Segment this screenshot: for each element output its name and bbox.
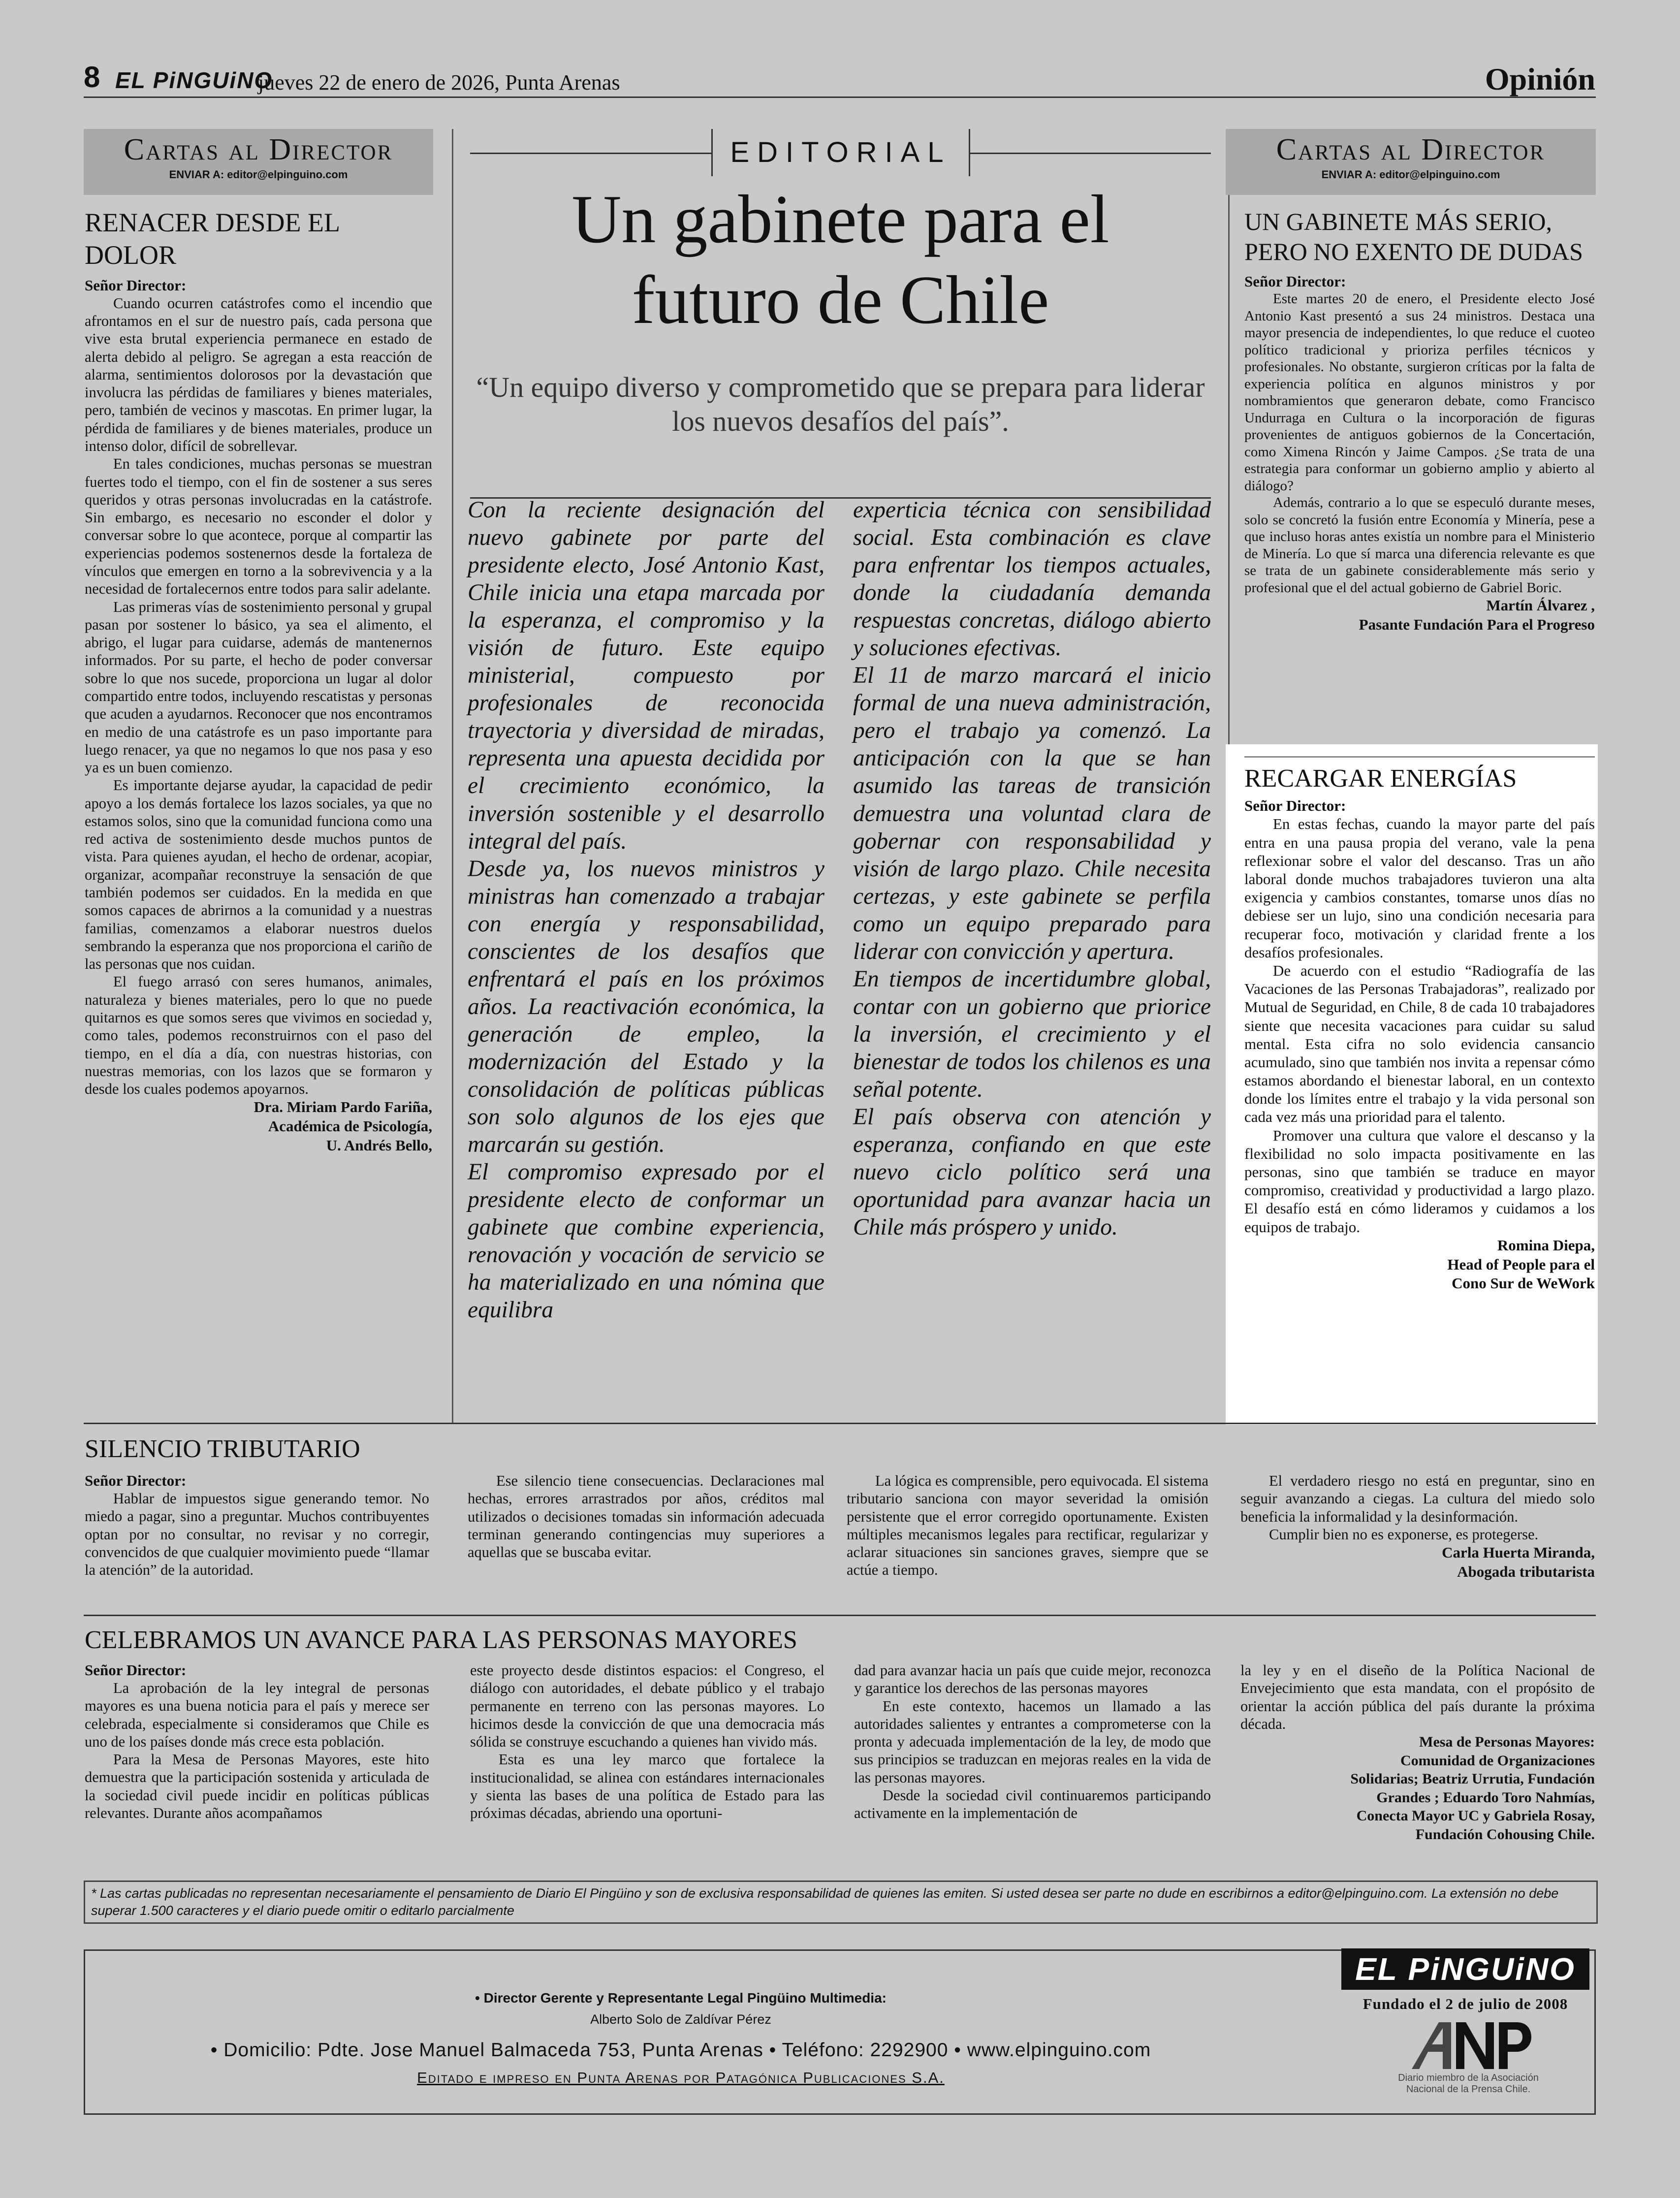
- editorial-col1: [468, 496, 824, 1324]
- salutation: Señor Director:: [1244, 797, 1346, 815]
- signature-line: Académica de Psicología,: [268, 1117, 432, 1135]
- signature-line: Mesa de Personas Mayores:: [1419, 1734, 1595, 1751]
- letters-header-email: ENVIAR A: editor@elpinguino.com: [1321, 168, 1500, 181]
- letter-title: UN GABINETE MÁS SERIO, PERO NO EXENTO DE DUDAS: [1244, 208, 1583, 265]
- editorial-col2: [853, 496, 1211, 1241]
- letter-title: CELEBRAMOS UN AVANCE PARA LAS PERSONAS MAYORES: [85, 1626, 797, 1654]
- mayores-col1: [85, 1661, 429, 1822]
- signature-line: Romina Diepa,: [1497, 1236, 1595, 1254]
- signature-line: Martín Álvarez ,: [1486, 597, 1595, 614]
- signature-line: Head of People para el: [1447, 1255, 1595, 1273]
- paragraph: dad para avanzar hacia un país que cuide mejor, reconozca y garantice los derechos de las personas mayores: [854, 1662, 1211, 1697]
- silencio-col1: [85, 1472, 429, 1579]
- column-rule: [452, 129, 453, 1424]
- letters-header-title: Cartas al Director: [124, 133, 393, 166]
- paragraph: la ley y en el diseño de la Política Nacional de Envejecimiento que esta mandata, con el propósito de orientar la acción pública del país durante la próxima década.: [1240, 1662, 1595, 1732]
- signature-line: Solidarias; Beatriz Urrutia, Fundación: [1350, 1771, 1595, 1787]
- footer-box: [84, 1949, 1596, 2115]
- letter-title: RECARGAR ENERGÍAS: [1244, 765, 1517, 793]
- paragraph: Este martes 20 de enero, el Presidente electo José Antonio Kast presentó a sus 24 ministros. Destaca una mayor presencia de independientes, lo que reduce el cuoteo político tradicional y prioriza perfiles técnicos y profesionales. No obstante, surgieron críticas por la falta de experiencia política en algunos ministros y por nombramientos que generaron debate, como Francisco Undurraga en Cultura o la incorporación de figuras provenientes de antiguos gobiernos de la Concertación, como Ximena Rincón y Jaime Campos. ¿Se trata de una estrategia para conformar un gobierno amplio y abierto al diálogo?: [1244, 291, 1595, 494]
- editorial-paragraph: Con la reciente designación del nuevo gabinete por parte del presidente electo, José Antonio Kast, Chile inicia una etapa marcada por la esperanza, el compromiso y la visión de futuro. Este equipo ministerial, compuesto por profesionales de reconocida trayectoria y diversidad de miradas, representa una apuesta decidida por el crecimiento económico, la inversión sostenible y el desarrollo integral del país.: [468, 497, 824, 854]
- paragraph: El verdadero riesgo no está en preguntar, sino en seguir avanzando a ciegas. La cultura del miedo solo beneficia la informalidad y la desinformación.: [1240, 1472, 1595, 1525]
- director-label: • Director Gerente y Representante Legal Pingüino Multimedia:: [475, 1990, 887, 2006]
- anp-caption-line: Nacional de la Prensa Chile.: [1406, 2084, 1531, 2095]
- paragraph: Es importante dejarse ayudar, la capacidad de pedir apoyo a los demás fortalece los lazos sociales, ya que no estamos solos, sino que la comunidad funciona como una red activa de sostenimiento desde muchos puntos de vista. Para quienes ayudan, el hecho de ordenar, acopiar, organizar, acompañar reconstruye la sensación de que también podemos ser cuidados. En la medida en que somos capaces de abrirnos a la comunidad y a nuestras familias, comenzamos a elaborar nuestros duelos sembrando la esperanza que nos proporciona el cariño de las personas que nos cuidan.: [85, 777, 432, 973]
- paragraph: Cumplir bien no es exponerse, es protegerse.: [1269, 1526, 1539, 1543]
- paragraph: Para la Mesa de Personas Mayores, este hito demuestra que la participación sostenida y articulada de la sociedad civil puede incidir en políticas públicas relevantes. Durante años acompañamos: [85, 1751, 429, 1821]
- anp-logo-icon: [1404, 2017, 1532, 2071]
- dateline: jueves 22 de enero de 2026, Punta Arenas: [258, 70, 620, 95]
- signature-line: Carla Huerta Miranda,: [1442, 1544, 1595, 1561]
- editorial-paragraph: En tiempos de incertidumbre global, contar con un gobierno que priorice la inversión, el crecimiento y el bienestar de todos los chilenos es una señal potente.: [853, 966, 1211, 1102]
- letters-header-left: [84, 129, 433, 195]
- signature-line: Fundación Cohousing Chile.: [1415, 1826, 1595, 1843]
- signature: [1244, 596, 1595, 635]
- letter-body: [85, 294, 432, 1098]
- signature: [85, 1098, 432, 1155]
- page-number: 8: [84, 61, 100, 94]
- section-rule: [84, 1615, 1596, 1616]
- signature-line: Pasante Fundación Para el Progreso: [1359, 615, 1595, 633]
- salutation: Señor Director:: [85, 276, 187, 294]
- paragraph: En tales condiciones, muchas personas se muestran fuertes todo el tiempo, con el fin de sostener a sus seres queridos y otras personas involucradas en la catástrofe. Sin embargo, es necesario no esconder el dolor y conversar sobre lo que acontece, porque al compartir las experiencias podemos sostenernos desde la fortaleza de vínculos que emergen en torno a la sobrevivencia y a la necesidad de fortalecernos entre todos para salir adelante.: [85, 455, 432, 598]
- editorial-label-box: [711, 129, 970, 176]
- director-name: Alberto Solo de Zaldívar Pérez: [590, 2012, 771, 2027]
- editorial-paragraph: experticia técnica con sensibilidad social. Esta combinación es clave para enfrentar los tiempos actuales, donde la ciudadanía demanda respuestas concretas, diálogo abierto y soluciones efectivas.: [853, 497, 1211, 661]
- editorial-paragraph: El país observa con atención y esperanza, confiando en que este nuevo ciclo político será una oportunidad para avanzar hacia un Chile más próspero y unido.: [853, 1104, 1211, 1241]
- signature-line: U. Andrés Bello,: [326, 1136, 432, 1154]
- paragraph: Promover una cultura que valore el descanso y la flexibilidad no solo impacta positivamente en las personas, sino que también se traduce en mayor compromiso, creatividad y productividad a largo plazo. El desafío está en cómo lideramos y cuidamos a los equipos de trabajo.: [1244, 1126, 1595, 1236]
- paragraph: este proyecto desde distintos espacios: el Congreso, el diálogo con autoridades, el debate público y el trabajo permanente en terreno con las personas mayores. Lo hicimos desde la convicción de que una democracia más sólida se construye escuchando a quienes han vivido más.: [470, 1662, 824, 1751]
- silencio-col3: [847, 1472, 1208, 1579]
- editorial-quote: “Un equipo diverso y comprometido que se prepara para liderar los nuevos desafíos del país”.: [476, 371, 1205, 438]
- letter-recargar: [1244, 763, 1595, 1293]
- salutation: Señor Director:: [85, 1661, 187, 1679]
- signature-line: Comunidad de Organizaciones: [1400, 1752, 1595, 1769]
- paragraph: De acuerdo con el estudio “Radiografía de las Vacaciones de las Personas Trabajadoras”, realizado por Mutual de Seguridad, en Chile, 8 de cada 10 trabajadores siente que necesita vacaciones para cuidar su salud mental. Esta cifra no solo evidencia cansancio acumulado, sino que también nos invita a repensar cómo estamos abordando el bienestar laboral, en un contexto donde los límites entre el trabajo y la vida personal son cada vez más una prioridad para el talento.: [1244, 961, 1595, 1126]
- signature: [1240, 1543, 1595, 1582]
- letters-header-right: [1226, 129, 1596, 195]
- salutation: Señor Director:: [1244, 273, 1346, 290]
- letter-title: RENACER DESDE EL DOLOR: [85, 208, 339, 270]
- founded-date: Fundado el 2 de julio de 2008: [1363, 1995, 1568, 2012]
- paragraph: El fuego arrasó con seres humanos, animales, naturaleza y bienes materiales, pero lo que no puede quitarnos es que somos seres que vivimos en sociedad y, como tales, podemos reconstruirnos con el paso del tiempo, en el día a día, con nuestras historias, con nuestras memorias, con los lazos que se formaron y desde los cuales podemos apoyarnos.: [85, 973, 432, 1098]
- paragraph: Ese silencio tiene consecuencias. Declaraciones mal hechas, errores arrastrados por años, créditos mal utilizados o decisiones tomadas sin información adecuada terminan generando contingencias muy superiores a aquellas que se buscaba evitar.: [468, 1472, 824, 1561]
- el-pinguino-logo: EL PiNGUiNO: [1341, 1948, 1589, 1990]
- signature-line: Abogada tributarista: [1457, 1562, 1595, 1580]
- silencio-col2: [468, 1472, 824, 1561]
- letter-gabinete: [1244, 207, 1595, 635]
- editorial-title: Un gabinete para el futuro de Chile: [571, 181, 1109, 338]
- editorial: [470, 129, 1211, 439]
- editorial-paragraph: El 11 de marzo marcará el inicio formal de una nueva administración, pero el trabajo ya comenzó. La anticipación con la que se han asumido las tareas de transición demuestra una voluntad clara de gobernar con responsabilidad y visión de largo plazo. Chile necesita certezas, y este gabinete se perfila como un equipo preparado para liderar con convicción y apertura.: [853, 663, 1211, 964]
- signature: [1244, 1236, 1595, 1293]
- paragraph: Las primeras vías de sostenimiento personal y grupal pasan por sostener lo básico, ya sea el alimento, el abrigo, el lugar para cuidarse, además de mantenernos informados. Por su parte, el hecho de poder conversar sobre lo que nos sucede, proporciona un lugar al dolor compartido entre todos, incluyendo rescatistas y personas que acuden a ayudarnos. Reconocer que nos encontramos en medio de una catástrofe es un paso importante para luego renacer, ya que no negamos lo que nos pasa y eso ya es un buen comienzo.: [85, 598, 432, 776]
- letters-header-email: ENVIAR A: editor@elpinguino.com: [169, 168, 348, 181]
- paragraph: En estas fechas, cuando la mayor parte del país entra en una pausa propia del verano, vale la pena reflexionar sobre el valor del descanso. Tras un año laboral donde muchos trabajadores tuvieron una alta exigencia y cambios constantes, tomarse unos días no debiese ser un lujo, sino una condición necesaria para recuperar foco, motivación y claridad frente a los desafíos profesionales.: [1244, 815, 1595, 961]
- editorial-label-row: [470, 129, 1211, 178]
- anp-caption: [1365, 2072, 1572, 2095]
- letter-title: SILENCIO TRIBUTARIO: [85, 1435, 360, 1463]
- letters-header-title: Cartas al Director: [1276, 133, 1546, 166]
- paragraph: Cuando ocurren catástrofes como el incendio que afrontamos en el sur de nuestro país, cada persona que vive esta brutal experiencia permanece en estado de alerta debido al peligro. Se agregan a esta reacción de alarma, sentimientos dolorosos por la devastación que involucra las pérdidas de familiares y bienes materiales, pero, también de vecinos y mascotas. En primer lugar, la pérdida de familiares y de bienes materiales, produce un intenso dolor, difícil de sobrellevar.: [85, 294, 432, 454]
- signature: [1240, 1733, 1595, 1844]
- letter-renacer: [85, 207, 432, 1155]
- paragraph: Desde la sociedad civil continuaremos participando activamente en la implementación de: [854, 1786, 1211, 1822]
- mayores-col2: [470, 1661, 824, 1822]
- editorial-paragraph: Desde ya, los nuevos ministros y ministras han comenzado a trabajar con energía y responsabilidad, conscientes de los desafíos que enfrentará el país en los próximos años. La reactivación económica, la generación de empleo, la modernización del Estado y la consolidación de políticas públicas son solo algunos de los ejes que marcarán su gestión.: [468, 856, 824, 1158]
- paragraph: En este contexto, hacemos un llamado a las autoridades salientes y entrantes a comprometerse con la pronta y adecuada implementación de la ley, de modo que sus principios se traduzcan en mejoras reales en la vida de las personas mayores.: [854, 1697, 1211, 1786]
- signature-line: Grandes ; Eduardo Toro Nahmías,: [1376, 1789, 1595, 1806]
- signature-line: Conecta Mayor UC y Gabriela Rosay,: [1356, 1808, 1595, 1824]
- anp-caption-line: Diario miembro de la Asociación: [1398, 2072, 1539, 2083]
- salutation: Señor Director:: [85, 1472, 187, 1489]
- address-line: • Domicilio: Pdte. Jose Manuel Balmaceda 753, Punta Arenas • Teléfono: 2292900 • www.elpinguino.com: [210, 2039, 1151, 2061]
- masthead-small: EL PiNGUiNO: [115, 67, 273, 93]
- letter-divider: [1244, 756, 1595, 758]
- disclaimer-note: * Las cartas publicadas no representan necesariamente el pensamiento de Diario El Pingüino y son de exclusiva responsabilidad de quienes las emiten. Si usted desea ser parte no dude en escribirnos a editor@elpinguino.com. La extensión no debe superar 1.500 caracteres y el diario puede omitir o editarlo parcialmente: [84, 1880, 1598, 1924]
- letter-body: [1244, 815, 1595, 1236]
- mayores-col3: [854, 1661, 1211, 1822]
- letter-body: [1244, 290, 1595, 596]
- paragraph: Esta es una ley marco que fortalece la institucionalidad, se alinea con estándares internacionales y sienta las bases de una política de Estado para las próximas décadas, abriendo una oportuni-: [470, 1751, 824, 1822]
- signature-line: Dra. Miriam Pardo Fariña,: [254, 1098, 432, 1116]
- signature-line: Cono Sur de WeWork: [1452, 1274, 1595, 1292]
- printed-by: Editado e impreso en Punta Arenas por Patagónica Publicaciones S.A.: [417, 2069, 945, 2086]
- paragraph: La lógica es comprensible, pero equivocada. El sistema tributario sanciona con mayor severidad la omisión persistente que el error corregido oportunamente. Existen múltiples mecanismos legales para rectificar, regularizar y aclarar situaciones sin sanciones graves, siempre que se actúe a tiempo.: [847, 1472, 1208, 1579]
- header-rule: [84, 96, 1596, 98]
- editorial-paragraph: El compromiso expresado por el presidente electo de conformar un gabinete que combine experiencia, renovación y vocación de servicio se ha materializado en una nómina que equilibra: [468, 1159, 824, 1323]
- paragraph: Hablar de impuestos sigue generando temor. No miedo a pagar, sino a preguntar. Muchos contribuyentes optan por no consultar, no revisar y no corregir, convencidos de que cualquier movimiento puede “llamar la atención” de la autoridad.: [85, 1490, 429, 1579]
- section-rule: [84, 1423, 1596, 1424]
- paragraph: La aprobación de la ley integral de personas mayores es una buena noticia para el país y merece ser celebrada, especialmente si consideramos que Chile es uno de los países donde más crece esta población.: [85, 1680, 429, 1750]
- section-title: Opinión: [1485, 62, 1595, 96]
- silencio-col4: [1240, 1472, 1595, 1582]
- editorial-label: EDITORIAL: [730, 136, 951, 168]
- mayores-col4: [1240, 1661, 1595, 1844]
- paragraph: Además, contrario a lo que se especuló durante meses, solo se concretó la fusión entre Economía y Minería, pese a que incluso horas antes existía un nombre para el Ministerio de Minería. Lo que sí marca una diferencia relevante es que se trata de un gabinete considerablemente más serio y profesional que el del actual gobierno de Gabriel Boric.: [1244, 495, 1595, 596]
